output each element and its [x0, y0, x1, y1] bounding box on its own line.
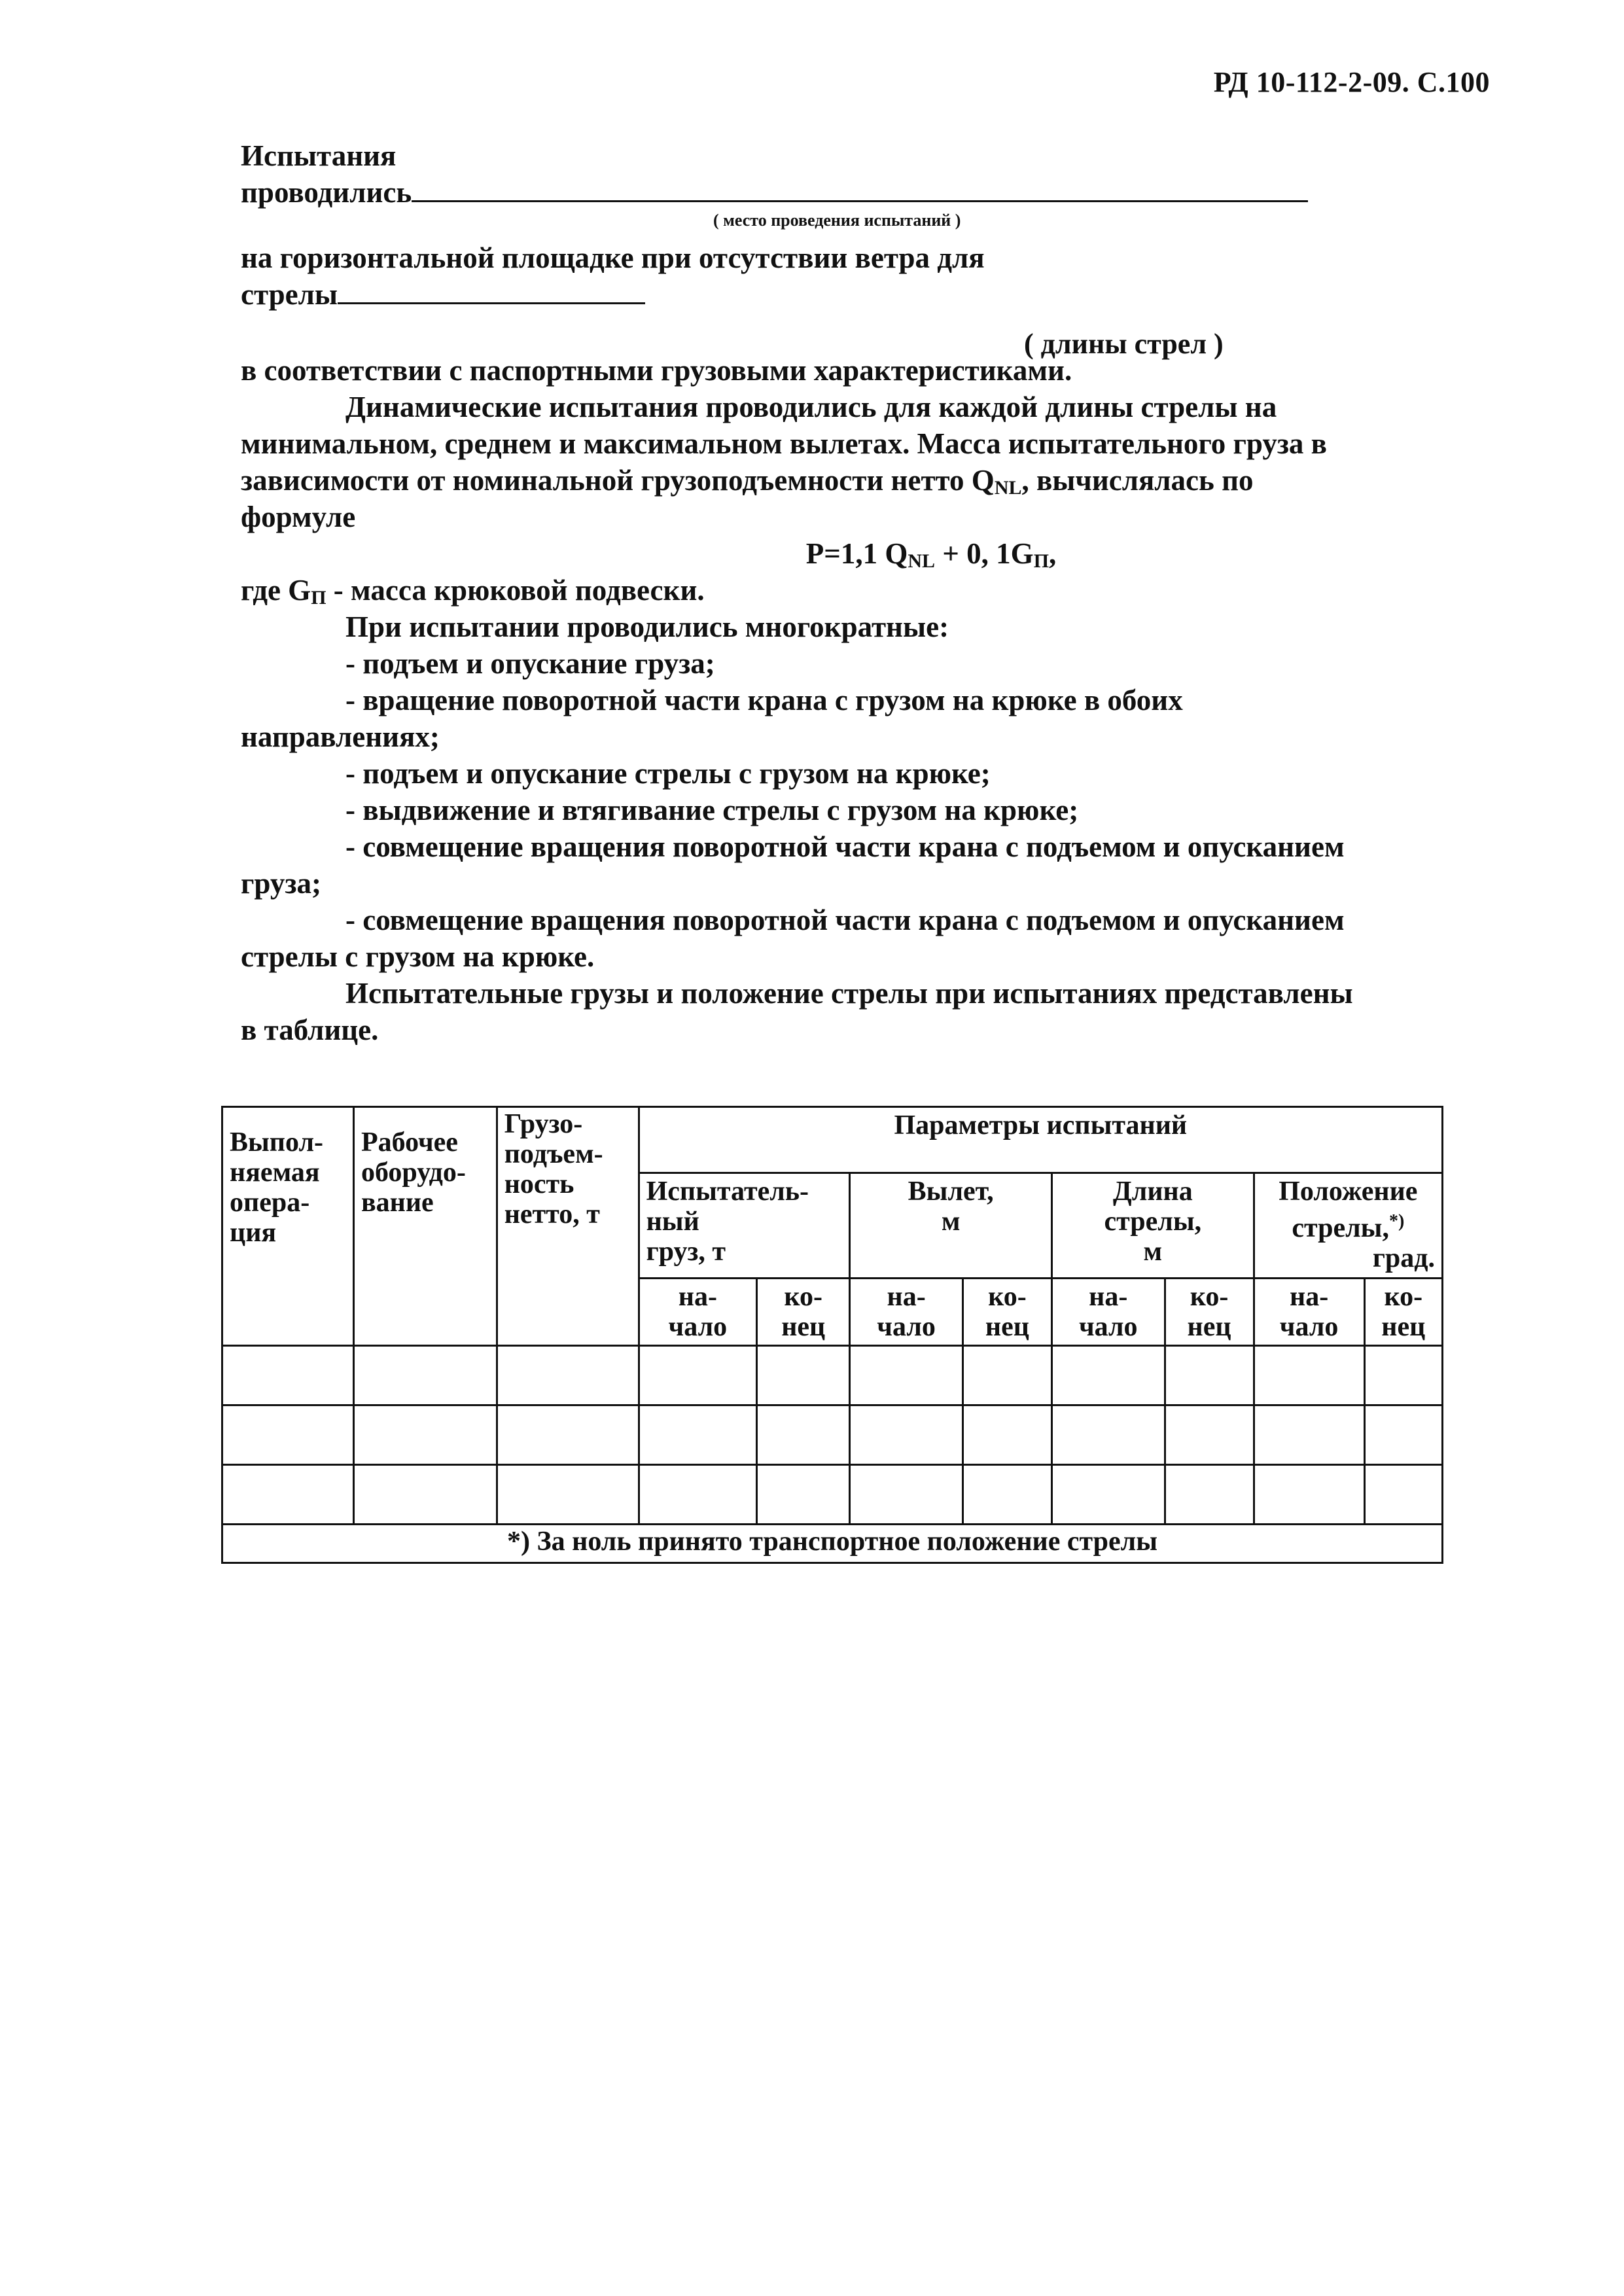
col-capacity-line: Грузо- — [504, 1109, 583, 1139]
footnote-marker: *) — [1388, 1211, 1405, 1231]
table-cell[interactable] — [639, 1465, 757, 1525]
sub-position-line — [1262, 1207, 1435, 1243]
sub-position-line: Положение — [1279, 1176, 1418, 1207]
end-line: ко- — [1384, 1282, 1423, 1312]
test-parameters-table — [221, 1106, 1443, 1564]
table-cell[interactable] — [1364, 1405, 1442, 1465]
sub-reach-line: Вылет, — [908, 1176, 994, 1207]
operation-5b: груза; — [241, 867, 321, 900]
formula-part-a: P=1,1 Q — [805, 537, 908, 570]
col-equipment-line: Рабочее — [361, 1127, 458, 1157]
start-line: чало — [1279, 1312, 1339, 1342]
start-line: на- — [1290, 1282, 1329, 1312]
table-cell[interactable] — [962, 1405, 1051, 1465]
col-capacity-header — [497, 1107, 639, 1346]
sub-position-text: стрелы, — [1292, 1213, 1389, 1243]
where-part-a: где G — [241, 574, 311, 607]
operation-2b: направлениях; — [241, 720, 440, 753]
sub-boom-length-line: Длина — [1112, 1176, 1193, 1207]
formula-where — [241, 572, 1484, 609]
table-cell[interactable] — [222, 1465, 354, 1525]
where-part-b: - масса крюковой подвески. — [326, 574, 705, 607]
document-body — [241, 137, 1484, 1048]
operation-4: - выдвижение и втягивание стрелы с грузом на крюке; — [345, 794, 1079, 826]
col-operation-header — [222, 1107, 354, 1346]
col-operation-line: ция — [230, 1218, 277, 1248]
footnote-row — [222, 1525, 1443, 1563]
operation-1: - подъем и опускание груза; — [345, 647, 715, 680]
table-cell[interactable] — [353, 1405, 497, 1465]
dynamic-p1: Динамические испытания проводились для каждой длины стрелы на — [345, 391, 1277, 423]
intro-place-label: проводились — [241, 176, 412, 209]
table-cell[interactable] — [639, 1346, 757, 1405]
table-cell[interactable] — [353, 1465, 497, 1525]
end-line: нец — [985, 1312, 1029, 1342]
group-header-test-params: Параметры испытаний — [639, 1107, 1442, 1173]
end-line: нец — [781, 1312, 826, 1342]
place-fill-line — [412, 174, 1308, 202]
col-capacity-line: нетто, т — [504, 1199, 600, 1229]
col-operation-line: опера- — [230, 1188, 310, 1218]
start-line: чало — [1078, 1312, 1138, 1342]
table-cell[interactable] — [757, 1346, 850, 1405]
col-equipment-line: вание — [361, 1188, 434, 1218]
table-cell[interactable] — [497, 1465, 639, 1525]
end-line: ко- — [784, 1282, 823, 1312]
table-cell[interactable] — [757, 1465, 850, 1525]
start-line: на- — [887, 1282, 926, 1312]
table-cell[interactable] — [1165, 1465, 1254, 1525]
sub-header-reach — [850, 1173, 1052, 1279]
dynamic-p3 — [241, 462, 1484, 499]
table-intro-b: в таблице. — [241, 1014, 379, 1046]
table-cell[interactable] — [850, 1346, 963, 1405]
table-cell[interactable] — [1051, 1465, 1165, 1525]
intro-line-2 — [241, 174, 1484, 211]
header-row-1 — [222, 1107, 1443, 1173]
sub-load-line: ный — [646, 1207, 699, 1237]
end-line: нец — [1381, 1312, 1426, 1342]
table-cell[interactable] — [1254, 1465, 1364, 1525]
formula-sub-p: П — [1033, 550, 1050, 572]
intro-line-5: в соответствии с паспортными грузовыми характеристиками. — [241, 354, 1072, 387]
boom-length-end-header — [1165, 1279, 1254, 1346]
boom-caption-row — [241, 313, 1484, 352]
intro-boom-label: стрелы — [241, 278, 338, 311]
col-operation-line: няемая — [230, 1157, 320, 1188]
table-cell[interactable] — [497, 1405, 639, 1465]
page-header: РД 10-112-2-09. С.100 — [1213, 66, 1490, 98]
table-cell[interactable] — [1051, 1405, 1165, 1465]
col-capacity-line: ность — [504, 1169, 574, 1199]
table-cell[interactable] — [1051, 1346, 1165, 1405]
table-cell[interactable] — [1364, 1346, 1442, 1405]
dynamic-p4: формуле — [241, 501, 356, 533]
qnl-subscript: NL — [994, 477, 1022, 499]
table-cell[interactable] — [222, 1346, 354, 1405]
boom-caption: ( длины стрел ) — [1024, 328, 1224, 360]
operation-2a: - вращение поворотной части крана с грузом на крюке в обоих — [345, 684, 1183, 716]
sub-boom-length-line: стрелы, — [1104, 1207, 1202, 1237]
dynamic-p2: минимальном, среднем и максимальном вылетах. Масса испытательного груза в — [241, 427, 1327, 460]
sub-load-line: груз, т — [646, 1237, 726, 1267]
start-line: на- — [1089, 1282, 1128, 1312]
intro-line-1: Испытания — [241, 139, 397, 172]
reach-start-header — [850, 1279, 963, 1346]
end-line: нец — [1187, 1312, 1231, 1342]
operation-6b: стрелы с грузом на крюке. — [241, 940, 595, 973]
col-operation-line: Выпол- — [230, 1127, 324, 1157]
end-line: ко- — [1190, 1282, 1229, 1312]
col-equipment-header — [353, 1107, 497, 1346]
table-cell[interactable] — [1165, 1405, 1254, 1465]
test-load-formula — [241, 535, 1484, 572]
intro-line-3: на горизонтальной площадке при отсутствии ветра для — [241, 241, 985, 274]
sub-header-boom-length — [1051, 1173, 1254, 1279]
dynamic-p3-text: зависимости от номинальной грузоподъемности нетто Q — [241, 464, 995, 497]
dynamic-p3-tail: , вычислялась по — [1021, 464, 1254, 497]
operation-5a: - совмещение вращения поворотной части крана с подъемом и опусканием — [345, 830, 1345, 863]
table-cell[interactable] — [639, 1405, 757, 1465]
position-end-header — [1364, 1279, 1442, 1346]
table-cell[interactable] — [1254, 1346, 1364, 1405]
table-cell[interactable] — [962, 1346, 1051, 1405]
table-footnote: *) За ноль принято транспортное положение стрелы — [222, 1525, 1443, 1563]
table-cell[interactable] — [850, 1465, 963, 1525]
sub-boom-length-line: м — [1143, 1237, 1163, 1267]
place-caption: ( место проведения испытаний ) — [713, 211, 961, 230]
formula-part-b: + 0, 1G — [935, 537, 1034, 570]
formula-sub-nl: NL — [908, 550, 936, 572]
reach-end-header — [962, 1279, 1051, 1346]
table-row — [222, 1405, 1443, 1465]
table-cell[interactable] — [962, 1465, 1051, 1525]
table-cell[interactable] — [497, 1346, 639, 1405]
table-cell[interactable] — [222, 1405, 354, 1465]
operation-6a: - совмещение вращения поворотной части крана с подъемом и опусканием — [345, 904, 1345, 936]
table-cell[interactable] — [353, 1346, 497, 1405]
boom-length-start-header — [1051, 1279, 1165, 1346]
position-start-header — [1254, 1279, 1364, 1346]
load-end-header — [757, 1279, 850, 1346]
start-line: на- — [678, 1282, 717, 1312]
table-cell[interactable] — [1364, 1465, 1442, 1525]
intro-line-4 — [241, 276, 1484, 313]
boom-fill-line — [338, 276, 645, 304]
end-line: ко- — [988, 1282, 1027, 1312]
where-sub-p: П — [311, 587, 327, 609]
table-row — [222, 1346, 1443, 1405]
operations-intro: При испытании проводились многократные: — [345, 610, 949, 643]
table-row — [222, 1465, 1443, 1525]
start-line: чало — [877, 1312, 936, 1342]
table-cell[interactable] — [850, 1405, 963, 1465]
col-equipment-line: оборудо- — [361, 1157, 466, 1188]
start-line: чало — [668, 1312, 728, 1342]
formula-part-c: , — [1049, 537, 1057, 570]
sub-header-position — [1254, 1173, 1442, 1279]
sub-reach-line: м — [941, 1207, 961, 1237]
table-cell[interactable] — [757, 1405, 850, 1465]
sub-load-line: Испытатель- — [646, 1176, 809, 1207]
col-capacity-line: подъем- — [504, 1139, 603, 1169]
table-intro-a: Испытательные грузы и положение стрелы при испытаниях представлены — [345, 977, 1353, 1010]
sub-header-load — [639, 1173, 850, 1279]
load-start-header — [639, 1279, 757, 1346]
table-cell[interactable] — [1254, 1405, 1364, 1465]
table-cell[interactable] — [1165, 1346, 1254, 1405]
operation-3: - подъем и опускание стрелы с грузом на крюке; — [345, 757, 991, 790]
sub-position-line: град. — [1372, 1243, 1435, 1273]
